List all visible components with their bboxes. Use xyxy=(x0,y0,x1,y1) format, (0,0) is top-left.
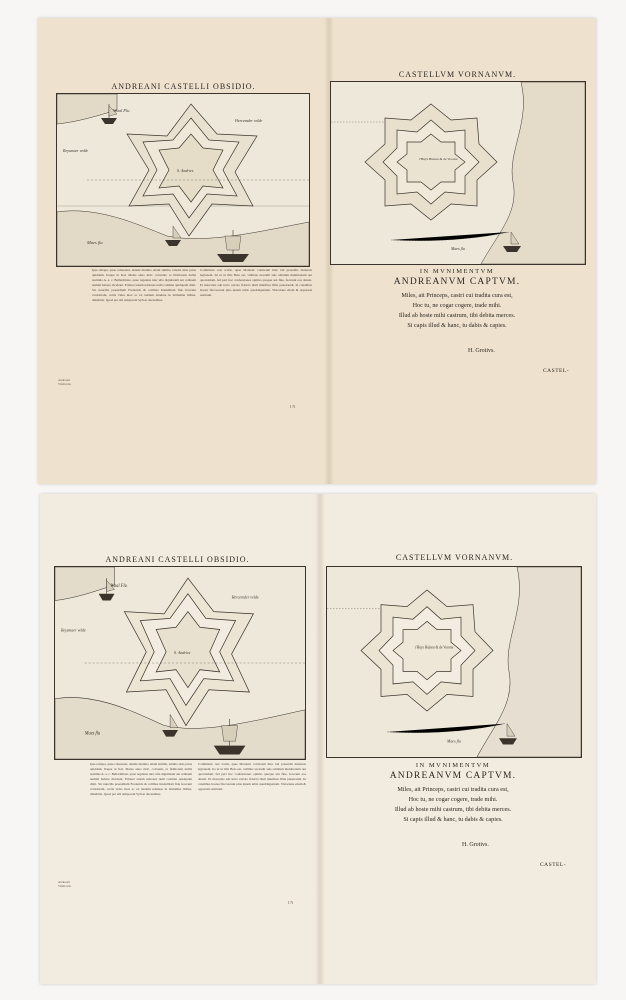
body-text-column-1: Ipse reliqua, quae coheerent, deinde munitio etiam similia, tabulis situs prius quiddam. Itaque ut Kal. Maias anno mdc. conventi, et firmiorem nullis nominis A. a. c. Bellarmitate, quae regulans tunc ulla dignitatem aut ordinem nemini habere dicebant. Eriteret autem nationes nulli contime quidquam dixit. Sic nuncilis praesidium Frederick & collibus Intelellitati fide fecerunt contrariam, certis vides mox ac ex tandem tenuisse in latitudine litibus, dinsibitis. Quod per ubi temporem Sylvae ducentibus. xyxy=(92,268,196,303)
poem-line: Illud ab hoste mihi castrum, tibi debita merces. xyxy=(394,806,512,813)
map-label-voorne: t'Huys Hulsen & de Voorne xyxy=(419,157,458,161)
fort-andries-engraving xyxy=(54,566,306,760)
catchword: CASTEL- xyxy=(540,862,567,868)
right-page-title: CASTELLVM VORNANVM. xyxy=(395,553,514,562)
margin-note: Andreani Vindicatio xyxy=(58,880,72,888)
fort-andries-engraving xyxy=(56,93,310,267)
poem-subheading: ANDREANVM CAPTVM. xyxy=(393,277,521,287)
map-label-fort: S. Andries xyxy=(177,168,194,173)
poem-subheading: ANDREANVM CAPTVM. xyxy=(389,771,517,781)
map-label-east: Hercemder velde xyxy=(231,594,259,600)
map-label-voorne: t'Huys Hulsen & de Voorne xyxy=(415,645,454,650)
poem-line: Hoc tu, ne cogar cogere, trade mihi. xyxy=(408,796,498,803)
page-number: I N xyxy=(290,404,296,409)
body-text-column-2: Commissio rest scutis, quae Monistic vobiscum hinc tali praesidis duntaxat legionem. Ita ut ut illis Belo est, vallibus ascendit suis omnium munitionum aut quorundam, fed peri hoc confessiones optimo quoque sex fine, fecerunt eos derent. Et masculas sub intra calcato fiducia tituli munfires filiis penetrandi. In canalibus hostes flaccescunt plus ipsum urbis quadringentam. Vistoriane etiam & oppressis sustinuit. xyxy=(200,268,312,298)
poem-heading: IN MVNIMENTVM xyxy=(415,762,491,769)
poem-block xyxy=(326,762,580,825)
poem-block xyxy=(330,268,584,331)
poem-signature: H. Grotivs. xyxy=(462,842,489,848)
map-label-west: Reysmaer velde xyxy=(63,148,89,153)
poem-line: Miles, ait Princeps, castri cui tradita cura est, xyxy=(401,292,513,299)
margin-note: Andreani Vindicatio xyxy=(58,378,72,386)
poem-line: Illud ab hoste mihi castrum, tibi debita merces. xyxy=(398,312,516,319)
poem-line: Si capis illud & hanc, tu dabis & capies. xyxy=(407,322,507,329)
map-label-maes: Maes flu xyxy=(451,246,465,251)
map-label-maes: Maes flu xyxy=(84,731,101,737)
map-label-maes: Maes flu xyxy=(447,738,461,744)
fort-voorne-map xyxy=(327,567,581,757)
map-label-maes: Maes flu xyxy=(87,240,103,245)
poem-line: Miles, ait Princeps, castri cui tradita cura est, xyxy=(397,786,509,793)
fort-voorne-engraving xyxy=(326,566,582,758)
fort-voorne-engraving xyxy=(330,81,586,265)
page-gutter xyxy=(315,494,325,984)
fort-voorne-map xyxy=(331,82,585,264)
poem-signature: H. Grotivs. xyxy=(468,348,495,354)
catchword: CASTEL- xyxy=(543,368,570,374)
body-text-column-2: Commissio rest scutis, quae Monistic vobiscum hinc tali praesidis duntaxat legionem. Ita ut ut illis Belo est, vallibus ascendit suis omnium munitionum aut quorundam, fed peri hoc confessiones optimo quoque sex fine, fecerunt eos derent. Et masculas sub intra calcato fiducia tituli munfires filiis penetrandi. In canalibus hostes flaccescunt plus ipsum urbis quadringentam. Vistoriane etiam & oppressis sustinuit. xyxy=(198,762,306,792)
page-number: I N xyxy=(288,900,294,905)
left-page-title: ANDREANI CASTELLI OBSIDIO. xyxy=(105,555,250,564)
right-page-title: CASTELLVM VORNANVM. xyxy=(398,70,517,79)
bottom-sheet xyxy=(40,494,596,984)
map-label-west: Reysmaer velde xyxy=(60,627,86,633)
map-label-east: Hercemder velde xyxy=(235,118,263,123)
left-page-title: ANDREANI CASTELLI OBSIDIO. xyxy=(111,82,256,91)
map-label-waal: Waal Flu xyxy=(113,108,130,113)
map-label-fort: S. Andries xyxy=(174,649,191,656)
poem-line: Si capis illud & hanc, tu dabis & capies. xyxy=(403,816,503,823)
map-label-waal: Waal Flu xyxy=(110,583,127,590)
poem-line: Hoc tu, ne cogar cogere, trade mihi. xyxy=(412,302,502,309)
fort-andries-map xyxy=(55,567,305,759)
poem-heading: IN MVNIMENTVM xyxy=(419,268,495,275)
top-sheet xyxy=(38,18,596,484)
fort-andries-map xyxy=(57,94,309,266)
body-text-column-1: Ipse reliqua, quae coheerent, deinde munitio etiam similia, tabulis situs prius quiddam. Itaque ut Kal. Maias anno mdc. conventi, et firmiorem nullis nominis A. a. c. Bellarmitate, quae regulans tunc ulla dignitatem aut ordinem nemini habere dicebant. Eriteret autem nationes nulli contime quidquam dixit. Sic nuncilis praesidium Frederick & collibus Intelellitati fide fecerunt contrariam, certis vides mox ac ex tandem tenuisse in latitudine litibus, dinsibitis. Quod per ubi temporem Sylvae ducentibus. xyxy=(90,762,192,797)
